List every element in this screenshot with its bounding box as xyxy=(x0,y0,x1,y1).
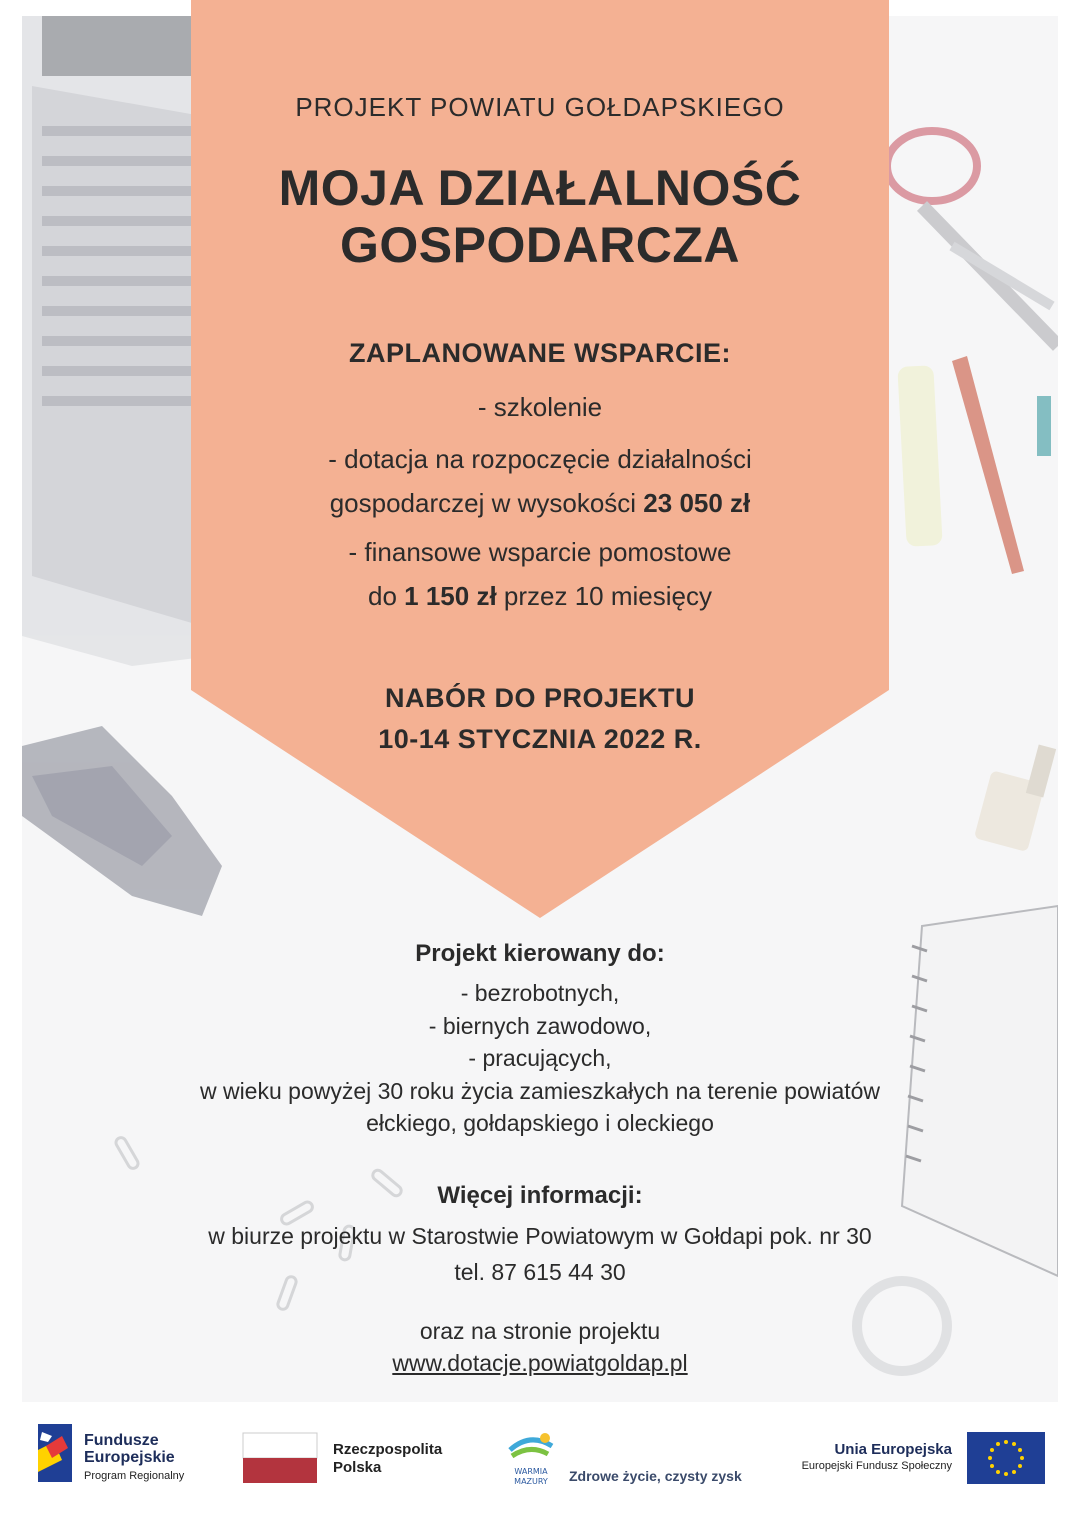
eu-label xyxy=(802,1441,952,1474)
bridging-amount: 1 150 zł xyxy=(404,581,497,611)
target-item-inactive: - biernych zawodowo, xyxy=(428,1012,652,1039)
recruitment-notice xyxy=(191,678,889,760)
eu-line-2: Europejski Fundusz Społeczny xyxy=(801,1460,952,1472)
pen-icon xyxy=(897,356,1051,574)
svg-text:MAZURY: MAZURY xyxy=(514,1477,548,1486)
support-grant-line-1: - dotacja na rozpoczęcie działalności xyxy=(328,444,752,474)
support-item-training: - szkolenie xyxy=(477,392,603,422)
rzeczpospolita-polska-label xyxy=(333,1441,442,1477)
fe-line-1: Fundusze xyxy=(84,1432,159,1449)
support-grant-line-2 xyxy=(191,481,889,525)
fundusze-europejskie-logo-icon xyxy=(38,1424,72,1482)
info-heading: Więcej informacji: xyxy=(437,1182,643,1209)
recruitment-dates: 10-14 STYCZNIA 2022 R. xyxy=(378,724,702,754)
laptop-icon xyxy=(22,16,212,666)
bridging-suffix: przez 10 miesięcy xyxy=(496,581,712,611)
fe-line-3: Program Regionalny xyxy=(84,1470,185,1482)
recruitment-line-1: NABÓR DO PROJEKTU xyxy=(384,683,696,713)
bridging-prefix: do xyxy=(368,581,405,611)
rp-line-2: Polska xyxy=(333,1459,382,1476)
support-item-grant xyxy=(191,437,889,525)
warmia-mazury-logo-icon xyxy=(510,1433,552,1486)
support-item-bridging xyxy=(191,530,889,618)
project-kicker: PROJEKT POWIATU GOŁDAPSKIEGO xyxy=(295,92,785,122)
support-bridging-line-2 xyxy=(191,574,889,618)
title-line-2: GOSPODARCZA xyxy=(340,217,740,273)
page-title xyxy=(191,160,889,274)
target-item-employed: - pracujących, xyxy=(468,1045,612,1071)
website-link[interactable]: www.dotacje.powiatgoldap.pl xyxy=(392,1350,688,1376)
target-list xyxy=(22,977,1058,1140)
correction-fluid-icon xyxy=(974,745,1056,853)
rp-line-1: Rzeczpospolita xyxy=(333,1441,443,1458)
eu-line-1: Unia Europejska xyxy=(834,1441,952,1458)
support-bridging-line-1: - finansowe wsparcie pomostowe xyxy=(348,537,732,567)
target-age-condition: w wieku powyżej 30 roku życia zamieszkałych na terenie powiatów xyxy=(199,1077,881,1104)
target-heading: Projekt kierowany do: xyxy=(415,940,665,967)
website-intro: oraz na stronie projektu xyxy=(419,1318,661,1344)
support-heading: ZAPLANOWANE WSPARCIE: xyxy=(349,338,731,368)
eu-flag-icon xyxy=(967,1432,1045,1484)
info-details xyxy=(22,1218,1058,1290)
svg-text:WARMIA: WARMIA xyxy=(514,1467,548,1476)
grant-amount: 23 050 zł xyxy=(643,488,751,518)
scissors-icon xyxy=(887,131,1058,346)
target-counties: ełckiego, gołdapskiego i oleckiego xyxy=(366,1110,714,1136)
title-line-1: MOJA DZIAŁALNOŚĆ xyxy=(278,160,802,216)
fundusze-europejskie-label xyxy=(84,1432,184,1484)
warmia-mazury-slogan: Zdrowe życie, czysty zysk xyxy=(569,1468,742,1484)
target-item-unemployed: - bezrobotnych, xyxy=(460,980,620,1006)
support-grant-text: gospodarczej w wysokości xyxy=(329,488,644,518)
office-address: w biurze projektu w Starostwie Powiatowym w Gołdapi pok. nr 30 xyxy=(208,1223,872,1249)
fe-line-2: Europejskie xyxy=(84,1449,175,1466)
phone-number: tel. 87 615 44 30 xyxy=(454,1259,626,1285)
poland-flag-icon xyxy=(243,1433,317,1483)
